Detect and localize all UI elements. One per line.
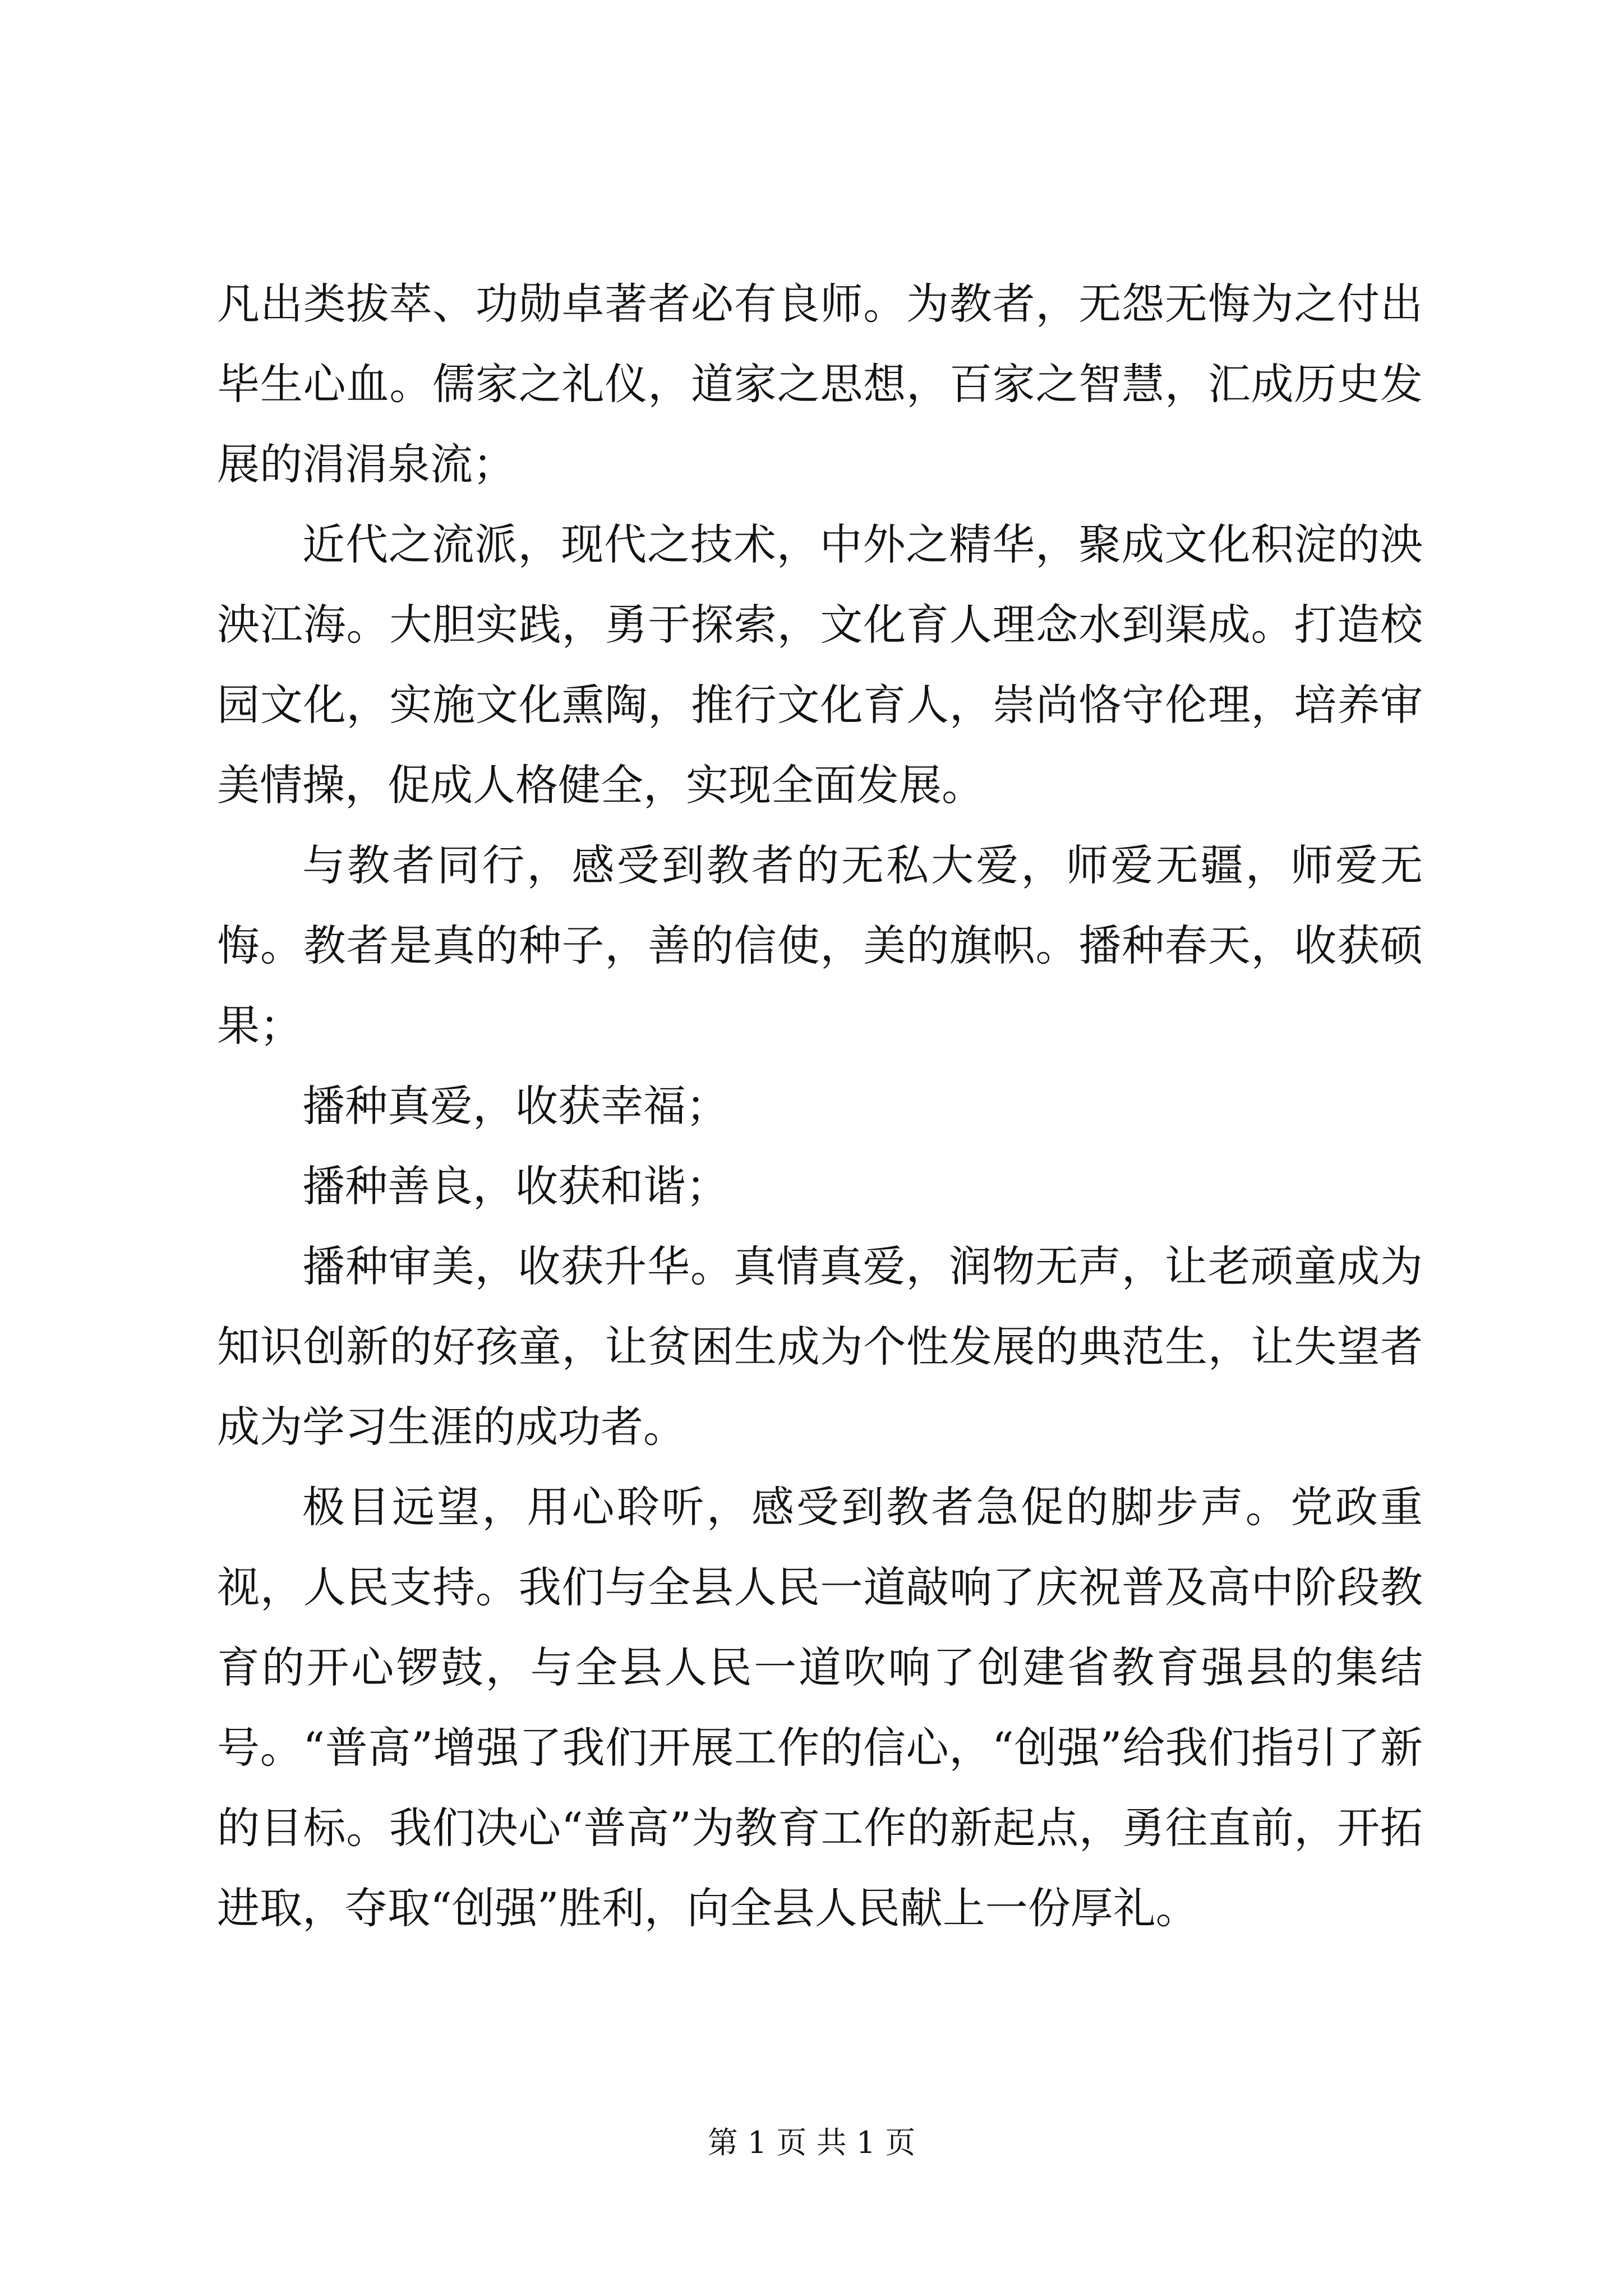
paragraph-7: 极目远望，用心聆听，感受到教者急促的脚步声。党政重视，人民支持。我们与全县人民一道敲响了庆祝普及高中阶段教育的开心锣鼓，与全县人民一道吹响了创建省教育强县的集结号。“普高”增强了我们开展工作的信心，“创强”给我们指引了新的目标。我们决心“普高”为教育工作的新起点，勇往直前，开拓进取，夺取“创强”胜利，向全县人民献上一份厚礼。 [217, 1482, 1423, 1933]
paragraph-3: 与教者同行，感受到教者的无私大爱，师爱无疆，师爱无悔。教者是真的种子，善的信使，美的旗帜。播种春天，收获硕果； [217, 840, 1423, 1051]
document-body [217, 264, 1423, 1948]
paragraph-5: 播种善良，收获和谐； [302, 1161, 728, 1211]
paragraph-4: 播种真爱，收获幸福； [302, 1081, 728, 1131]
paragraph-2: 近代之流派，现代之技术，中外之精华，聚成文化积淀的泱泱江海。大胆实践，勇于探索，文化育人理念水到渠成。打造校园文化，实施文化熏陶，推行文化育人，崇尚恪守伦理，培养审美情操，促成人格健全，实现全面发展。 [217, 519, 1423, 810]
paragraph-1: 凡出类拔萃、功勋卓著者必有良师。为教者，无怨无悔为之付出毕生心血。儒家之礼仪，道家之思想，百家之智慧，汇成历史发展的涓涓泉流； [217, 279, 1423, 489]
page-number-footer: 第 1 页 共 1 页 [707, 2125, 916, 2160]
paragraph-6: 播种审美，收获升华。真情真爱，润物无声，让老顽童成为知识创新的好孩童，让贫困生成为个性发展的典范生，让失望者成为学习生涯的成功者。 [217, 1241, 1423, 1452]
